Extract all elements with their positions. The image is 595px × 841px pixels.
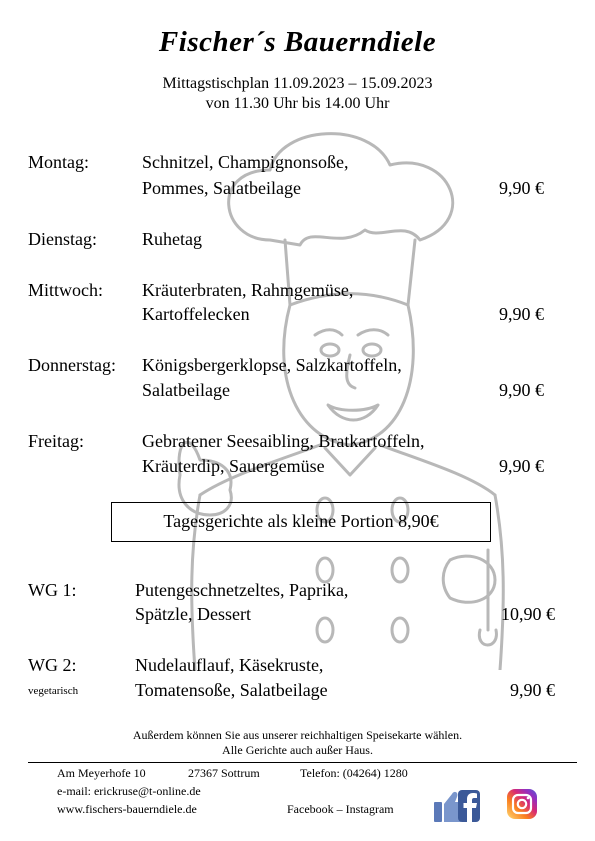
menu-dish-line: Königsbergerklopse, Salzkartoffeln, bbox=[142, 355, 402, 375]
facebook-like-icon[interactable] bbox=[432, 788, 482, 824]
social-label: Facebook – Instagram bbox=[287, 802, 394, 816]
menu-date-range: Mittagstischplan 11.09.2023 – 15.09.2023 bbox=[162, 75, 433, 92]
menu-day-label: Mittwoch: bbox=[28, 280, 103, 300]
instagram-icon[interactable] bbox=[506, 788, 538, 820]
menu-dish-line: Kartoffelecken bbox=[142, 304, 250, 324]
phone: Telefon: (04264) 1280 bbox=[300, 766, 408, 780]
menu-day-label: Dienstag: bbox=[28, 229, 97, 249]
small-portion-text: Tagesgerichte als kleine Portion 8,90€ bbox=[163, 511, 439, 531]
menu-price: 9,90 € bbox=[499, 178, 544, 198]
menu-dish-line: Ruhetag bbox=[142, 229, 202, 249]
menu-dish-line: Pommes, Salatbeilage bbox=[142, 178, 301, 198]
weekly-dish-line: Tomatensoße, Salatbeilage bbox=[135, 680, 328, 700]
weekly-dish-line: Putengeschnetzeltes, Paprika, bbox=[135, 580, 349, 600]
menu-dish-line: Schnitzel, Champignonsoße, bbox=[142, 152, 349, 172]
address: Am Meyerhofe 10 bbox=[57, 766, 146, 780]
menu-day-label: Montag: bbox=[28, 152, 89, 172]
footer-note-takeaway: Alle Gerichte auch außer Haus. bbox=[222, 743, 373, 757]
city: 27367 Sottrum bbox=[188, 766, 260, 780]
weekly-dish-line: Spätzle, Dessert bbox=[135, 604, 251, 624]
menu-price: 9,90 € bbox=[499, 304, 544, 324]
menu-day-label: Donnerstag: bbox=[28, 355, 116, 375]
website-link[interactable]: www.fischers-bauerndiele.de bbox=[57, 802, 197, 816]
menu-price: 9,90 € bbox=[499, 456, 544, 476]
menu-dish-line: Salatbeilage bbox=[142, 380, 230, 400]
menu-day-label: Freitag: bbox=[28, 431, 84, 451]
restaurant-title: Fischer´s Bauerndiele bbox=[158, 26, 437, 58]
small-portion-box bbox=[111, 502, 491, 542]
menu-dish-line: Kräuterbraten, Rahmgemüse, bbox=[142, 280, 354, 300]
email-link[interactable]: e-mail: erickruse@t-online.de bbox=[57, 784, 201, 798]
weekly-price: 9,90 € bbox=[510, 680, 555, 700]
menu-dish-line: Kräuterdip, Sauergemüse bbox=[142, 456, 325, 476]
serving-hours: von 11.30 Uhr bis 14.00 Uhr bbox=[205, 95, 390, 112]
menu-price: 9,90 € bbox=[499, 380, 544, 400]
footer-note-menu: Außerdem können Sie aus unserer reichhaltigen Speisekarte wählen. bbox=[132, 728, 463, 742]
footer-divider bbox=[28, 762, 577, 763]
vegetarian-note: vegetarisch bbox=[28, 685, 79, 697]
weekly-price: 10,90 € bbox=[501, 604, 555, 624]
menu-dish-line: Gebratener Seesaibling, Bratkartoffeln, bbox=[142, 431, 425, 451]
weekly-dish-line: Nudelauflauf, Käsekruste, bbox=[135, 655, 324, 675]
weekly-label: WG 2: bbox=[28, 655, 77, 675]
weekly-label: WG 1: bbox=[28, 580, 77, 600]
